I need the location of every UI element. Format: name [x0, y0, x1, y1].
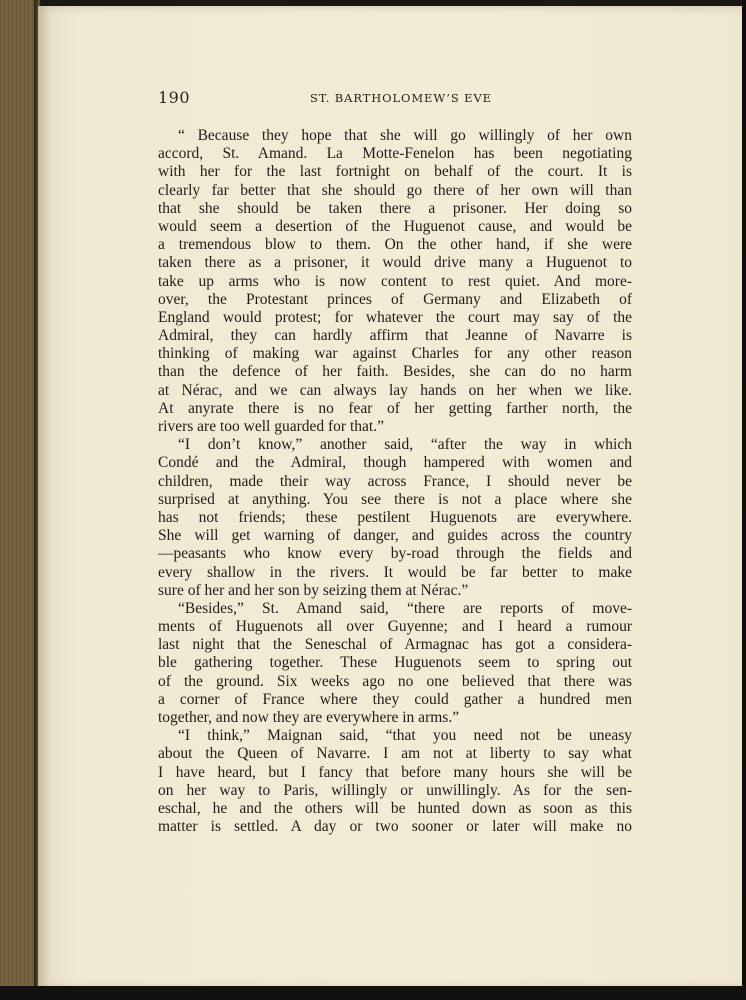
text-line: over, the Protestant princes of Germany and Elizabeth of — [158, 290, 632, 308]
text-line: ble gathering together. These Huguenots seem to spring out — [158, 654, 632, 672]
text-line: At anyrate there is no fear of her getting farther north, the — [158, 399, 632, 417]
text-line: I have heard, but I fancy that before many hours she will be — [158, 763, 632, 781]
text-line: on her way to Paris, willingly or unwillingly. As for the sen- — [158, 781, 632, 799]
text-line: thinking of making war against Charles for any other reason — [158, 345, 632, 363]
body-text — [158, 127, 632, 836]
text-line: has not friends; these pestilent Huguenots are everywhere. — [158, 508, 632, 526]
text-line: eschal, he and the others will be hunted down as soon as this — [158, 799, 632, 817]
text-line: with her for the last fortnight on behalf of the court. It is — [158, 163, 632, 181]
text-line: “ Because they hope that she will go willingly of her own — [178, 127, 632, 144]
text-line: matter is settled. A day or two sooner or later will make no — [158, 818, 632, 836]
text-line: every shallow in the rivers. It would be far better to make — [158, 563, 632, 581]
text-line: sure of her and her son by seizing them at Nérac.” — [158, 581, 469, 599]
text-line: —peasants who know every by-road through the fields and — [158, 545, 632, 563]
page-number: 190 — [158, 88, 191, 107]
page-edge-stack — [0, 0, 40, 1000]
text-line: a corner of France where they could gather a hundred men — [158, 690, 632, 708]
text-line: last night that the Seneschal of Armagnac has got a considera- — [158, 636, 632, 654]
text-line: together, and now they are everywhere in arms.” — [158, 709, 460, 726]
running-title: ST. BARTHOLOMEW’S EVE — [310, 91, 492, 105]
text-line: than the defence of her faith. Besides, she can do no harm — [158, 363, 632, 381]
text-line: “Besides,” St. Amand said, “there are reports of move- — [178, 599, 632, 617]
text-line: that she should be taken there a prisoner. Her doing so — [158, 199, 632, 217]
text-line: clearly far better that she should go there of her own will than — [158, 181, 632, 199]
running-head — [158, 88, 632, 108]
text-line: taken there as a prisoner, it would drive many a Huguenot to — [158, 254, 632, 272]
text-line: “I think,” Maignan said, “that you need not be uneasy — [178, 727, 632, 745]
scan-border-bottom — [0, 986, 746, 1000]
text-line: Admiral, they can hardly affirm that Jeanne of Navarre is — [158, 327, 632, 345]
text-line: “I don’t know,” another said, “after the way in which — [178, 436, 632, 454]
text-line: England would protest; for whatever the court may say of the — [158, 308, 632, 326]
text-line: Condé and the Admiral, though hampered with women and — [158, 454, 632, 472]
scan-border-right — [742, 0, 746, 1000]
text-line: about the Queen of Navarre. I am not at liberty to say what — [158, 745, 632, 763]
text-line: accord, St. Amand. La Motte-Fenelon has been negotiating — [158, 145, 632, 163]
text-line: ments of Huguenots all over Guyenne; and I heard a rumour — [158, 618, 632, 636]
text-line: at Nérac, and we can always lay hands on her when we like. — [158, 381, 632, 399]
text-line: children, made their way across France, I should never be — [158, 472, 632, 490]
text-line: a tremendous blow to them. On the other hand, if she were — [158, 236, 632, 254]
text-line: would seem a desertion of the Huguenot cause, and would be — [158, 217, 632, 235]
text-line: surprised at anything. You see there is not a place where she — [158, 490, 632, 508]
text-line: rivers are too well guarded for that.” — [158, 418, 384, 435]
text-line: of the ground. Six weeks ago no one believed that there was — [158, 672, 632, 690]
text-line: take up arms who is now content to rest quiet. And more- — [158, 272, 632, 290]
text-line: She will get warning of danger, and guides across the country — [158, 527, 632, 545]
